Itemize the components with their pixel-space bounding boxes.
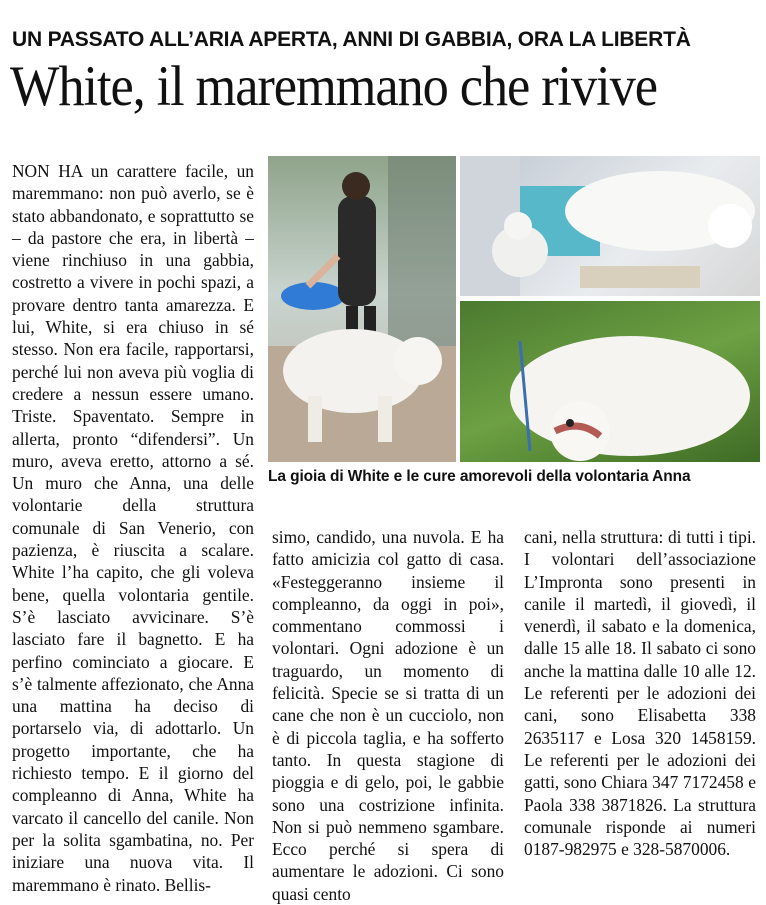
photo-collage xyxy=(268,156,760,462)
kicker: UN PASSATO ALL’ARIA APERTA, ANNI DI GABBIA, ORA LA LIBERTÀ xyxy=(12,28,691,51)
dog-grass-illustration xyxy=(460,301,760,462)
article-text-col2: simo, candido, una nuvola. E ha fatto amicizia col gatto di casa. «Festeggeranno insieme il compleanno, da oggi in poi», commentano commossi i volontari. Ogni adozione è un traguardo, un momento di felicità. Specie se si tratta di un cane che non è un cucciolo, non è di piccola taglia, e ha sofferto tanto. In questa stagione di pioggia e di gelo, poi, le gabbie sono una costrizione infinita. Non si può nemmeno sgambare. Ecco perché si spera di aumentare le adozioni. Ci sono quasi cento xyxy=(272,527,504,904)
photo-dog-and-cat xyxy=(460,156,760,296)
article-column-2 xyxy=(272,526,504,905)
photo-dog-on-grass xyxy=(460,301,760,462)
photo-volunteer-with-dog xyxy=(268,156,456,462)
article-text-col1: NON HA un carattere facile, un maremmano: non può averlo, se è stato abbandonato, e soprattutto se – da pastore che era, in libertà – viene rinchiuso in una gabbia, costretto a vivere in pochi spazi, a provare dentro tanta amarezza. E lui, White, si era chiuso in sé stesso. Non era facile, rapportarsi, perché lui non aveva più voglia di credere a nessun essere umano. Triste. Spaventato. Sempre in allerta, pronto “difendersi”. Un muro, aveva eretto, attorno a sé. Un muro che Anna, una delle volontarie della struttura comunale di San Venerio, con pazienza, è riuscita a scalare. White l’ha capito, che gli voleva bene, quella volontaria gentile. S’è lasciato avvicinare. S’è lasciato fare il bagnetto. E ha perfino cominciato a giocare. E s’è talmente affezionato, che Anna una mattina ha deciso di portarselo via, di adottarlo. Un progetto importante, che ha richiesto tempo. E il giorno del compleanno di Anna, White ha varcato il cancello del canile. Non per la solita sgambatina, no. Per iniziare una nuova vita. Il maremmano è rinato. Bellis- xyxy=(12,161,254,895)
dog-cat-illustration xyxy=(460,156,760,296)
article-column-3 xyxy=(524,526,756,860)
article-text-col3: cani, nella struttura: di tutti i tipi. I volontari dell’associazione L’Impronta sono presenti in canile il martedì, il giovedì, il venerdì, il sabato e la domenica, dalle 15 alle 18. Il sabato ci sono anche la mattina dalle 10 alle 12. Le referenti per le adozioni dei cani, sono Elisabetta 338 2635117 e Losa 320 1458159. Le referenti per le adozioni dei gatti, sono Chiara 347 7172458 e Paola 338 3871826. La struttura comunale risponde ai numeri 0187-982975 e 328-5870006. xyxy=(524,527,756,860)
article-column-1 xyxy=(12,160,254,896)
volunteer-dog-illustration xyxy=(268,156,456,462)
photo-caption: La gioia di White e le cure amorevoli della volontaria Anna xyxy=(268,468,691,485)
headline: White, il maremmano che rivive xyxy=(10,55,657,118)
